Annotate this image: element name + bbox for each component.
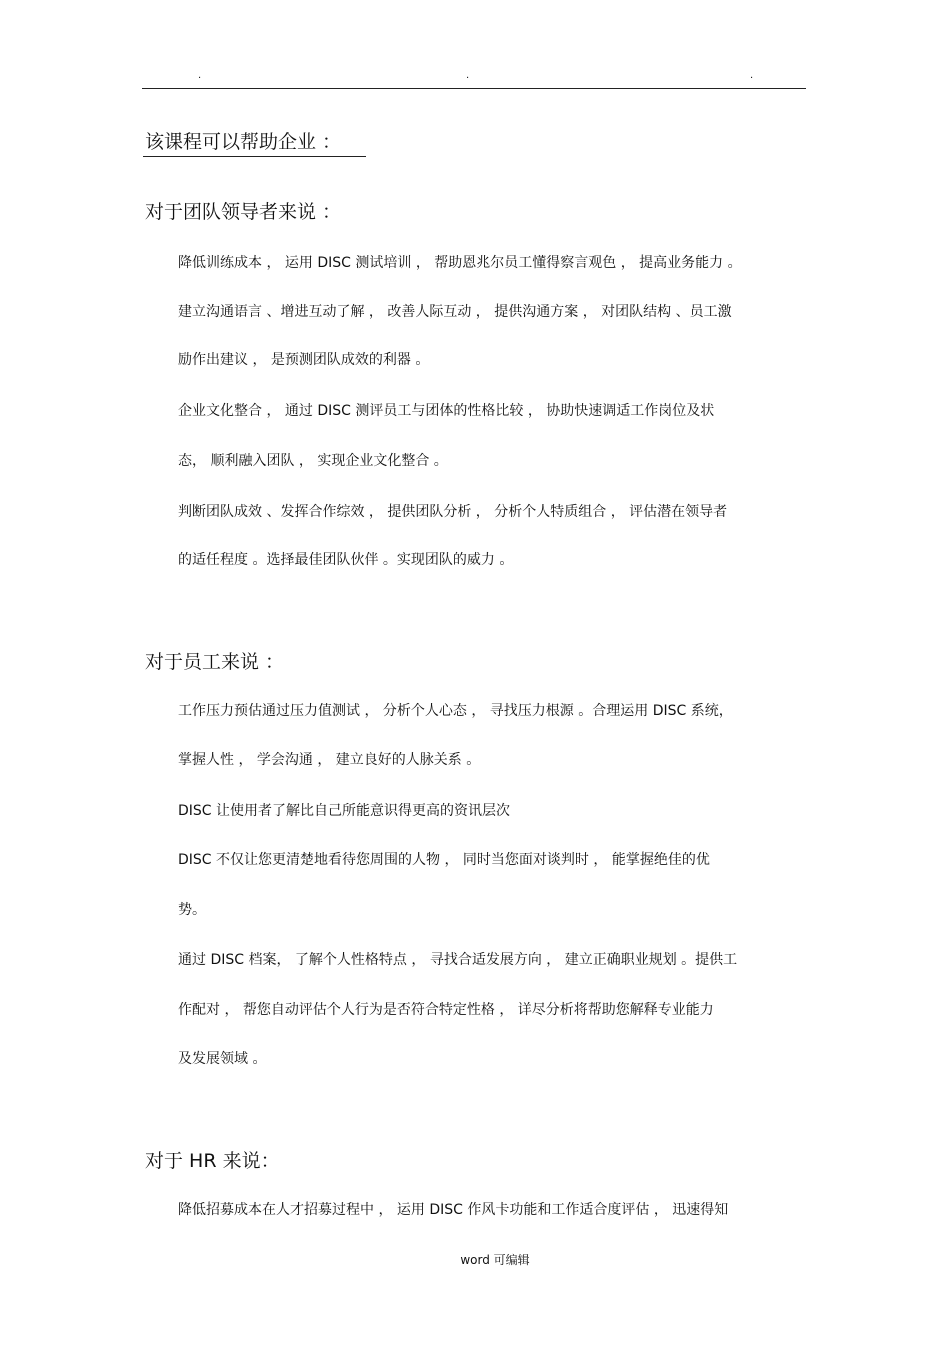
section-heading-employees: 对于员工来说 ： [145,651,285,673]
paragraph-line: 降低训练成本 ， 运用 DISC 测试培训 ， 帮助恩兆尔员工懂得察言观色 ， 提高业务能力 。 [178,255,742,271]
header-dot-left: . [198,70,202,81]
paragraph-line: 判断团队成效 、发挥合作综效 ， 提供团队分析 ， 分析个人特质组合 ， 评估潜在领导者 [178,504,728,520]
header-dot-right: . [750,70,754,81]
paragraph-line: 工作压力预估通过压力值测试 ， 分析个人心态 ， 寻找压力根源 。合理运用 DISC 系统， [178,703,733,719]
section-heading-leaders: 对于团队领导者来说 ： [145,201,342,223]
section-heading-hr: 对于 HR 来说： [145,1150,280,1172]
paragraph-line: 掌握人性 ， 学会沟通 ， 建立良好的人脉关系 。 [178,752,481,768]
paragraph-line: 及发展领域 。 [178,1051,267,1067]
paragraph-line: 作配对 ， 帮您自动评估个人行为是否符合特定性格 ， 详尽分析将帮助您解释专业能力 [178,1002,714,1018]
paragraph-line: 通过 DISC 档案， 了解个人性格特点 ， 寻找合适发展方向 ， 建立正确职业规划 。提供工 [178,952,738,968]
paragraph-line: 企业文化整合 ， 通过 DISC 测评员工与团体的性格比较 ， 协助快速调适工作岗位及状 [178,403,715,419]
title-underline [143,156,366,157]
header-dot-center: . [466,70,470,81]
paragraph-line: 降低招募成本在人才招募过程中 ， 运用 DISC 作风卡功能和工作适合度评估 ， 迅速得知 [178,1202,729,1218]
page-title: 该课程可以帮助企业 ： [145,131,342,153]
page-header-dots [142,70,806,86]
paragraph-line: 建立沟通语言 、增进互动了解 ， 改善人际互动 ， 提供沟通方案 ， 对团队结构 、员工激 [178,304,732,320]
paragraph-line: DISC 让使用者了解比自己所能意识得更高的资讯层次 [178,803,511,819]
header-rule [142,88,806,89]
paragraph-line: 励作出建议 ， 是预测团队成效的利器 。 [178,352,430,368]
paragraph-line: 态， 顺利融入团队 ， 实现企业文化整合 。 [178,453,448,469]
page-footer: word 可编辑 [460,1253,530,1267]
paragraph-line: DISC 不仅让您更清楚地看待您周围的人物 ， 同时当您面对谈判时 ， 能掌握绝佳的优 [178,852,710,868]
paragraph-line: 势。 [178,902,206,918]
paragraph-line: 的适任程度 。选择最佳团队伙伴 。实现团队的威力 。 [178,552,514,568]
